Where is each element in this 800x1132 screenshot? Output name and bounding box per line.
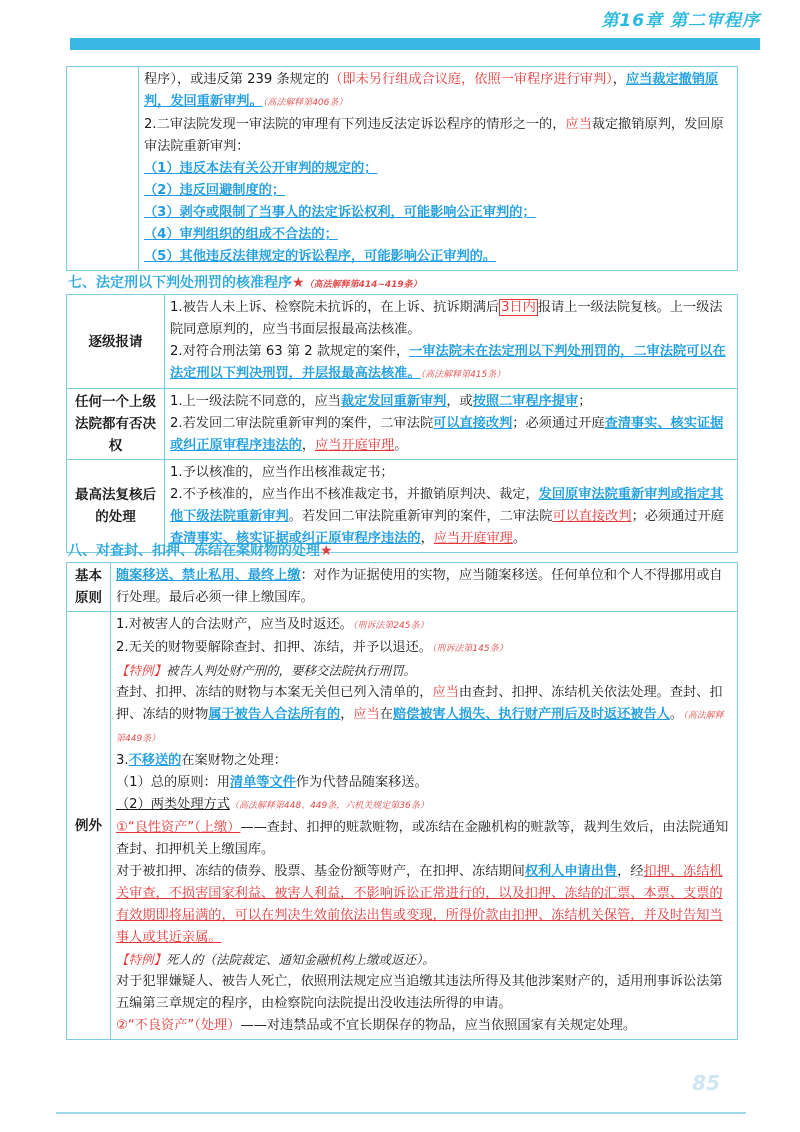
continuation-content <box>139 67 738 271</box>
row-label-principle: 基本原则 <box>67 563 111 612</box>
para-violation-intro: 2.二审法院发现一审法院的审理有下列违反法定诉讼程序的情形之一的，应当裁定撤销原判，发回原审法院重新审判： <box>144 117 724 154</box>
violation-item: （3）剥夺或限制了当事人的法定诉讼权利，可能影响公正审判的； <box>144 205 536 220</box>
violation-item: （5）其他违反法律规定的诉讼程序，可能影响公正审判的。 <box>144 249 497 264</box>
continuation-table <box>66 66 738 271</box>
row-label-veto: 任何一个上级法院都有否决权 <box>67 389 165 460</box>
footer-rule <box>56 1112 746 1114</box>
section-8-heading: 八、对查封、扣押、冻结在案财物的处理★ <box>68 543 333 559</box>
row-label-spc-review: 最高法复核后的处理 <box>67 460 165 553</box>
section-7-heading: 七、法定刑以下判处刑罚的核准程序★（高法解释第414~419条） <box>68 275 422 291</box>
section-8-table <box>66 562 738 1040</box>
header-rule <box>70 38 760 50</box>
page-number: 85 <box>692 1071 720 1095</box>
chapter-title: 第16章 第二审程序 <box>601 11 760 31</box>
violation-item: （1）违反本法有关公开审判的规定的； <box>144 161 378 176</box>
para-239: 程序），或违反第 239 条规定的（即未另行组成合议庭，依照一审程序进行审判），应当裁定撤销原判，发回重新审判。（高法解释第406条） <box>144 72 719 109</box>
row-content-spc-review: 1.予以核准的，应当作出核准裁定书； 2.不予核准的，应当作出不核准裁定书，并撤销原判决、裁定，发回原审法院重新审判或指定其他下级法院重新审判。若发回二审法院重新审判的案件，二审法院可以直接改判；必须通过开庭查清事实、核实证据或纠正原审程序违法的，应当开庭审理。 <box>165 460 738 553</box>
row-content-principle: 随案移送、禁止私用、最终上缴：对作为证据使用的实物，应当随案移送。任何单位和个人不得挪用或自行处理。最后必须一律上缴国库。 <box>111 563 738 612</box>
row-content-veto: 1.上一级法院不同意的，应当裁定发回重新审判，或按照二审程序提审； 2.若发回二审法院重新审判的案件，二审法院可以直接改判；必须通过开庭查清事实、核实证据或纠正原审程序违法的，应当开庭审理。 <box>165 389 738 460</box>
row-content-exceptions: 1.对被害人的合法财产，应当及时返还。（刑诉法第245条） 2.无关的财物要解除查封、扣押、冻结，并予以退还。（刑诉法第145条） 【特例】被告人判处财产刑的，要移交法院执行刑罚。 查封、扣押、冻结的财物与本案无关但已列入清单的，应当由查封、扣押、冻结机关依法处理。查封、扣押、冻结的财物属于被告人合法所有的，应当在赔偿被害人损失、执行财产刑后及时返还被告人。（高法解释第449条） 3.不移送的在案财物之处理： （1）总的原则：用清单等文件作为代替品随案移送。 （2）两类处理方式（高法解释第448、449条，六机关规定第36条） ①“良性资产”（上缴）——查封、扣押的赃款赃物，或冻结在金融机构的赃款等，裁判生效后，由法院通知查封、扣押机关上缴国库。 对于被扣押、冻结的债券、股票、基金份额等财产，在扣押、冻结期间权利人申请出售，经扣押、冻结机关审查，不损害国家利益、被害人利益，不影响诉讼正常进行的，以及扣押、冻结的汇票、本票、支票的有效期即将届满的，可以在判决生效前依法出售或变现，所得价款由扣押、冻结机关保管，并及时告知当事人或其近亲属。 【特例】死人的（法院裁定、通知金融机构上缴或返还）。 对于犯罪嫌疑人、被告人死亡，依照刑法规定应当追缴其违法所得及其他涉案财产的，适用刑事诉讼法第五编第三章规定的程序，由检察院向法院提出没收违法所得的申请。 ②“不良资产”（处理）——对违禁品或不宜长期保存的物品，应当依照国家有关规定处理。 <box>111 612 738 1040</box>
section-7-table <box>66 294 738 553</box>
row-label-exceptions: 例外 <box>67 612 111 1040</box>
violation-item: （2）违反回避制度的； <box>144 183 286 198</box>
row-label-escalation: 逐级报请 <box>67 295 165 389</box>
continuation-label-cell <box>67 67 139 271</box>
violation-item: （4）审判组织的组成不合法的； <box>144 227 338 242</box>
row-content-escalation: 1.被告人未上诉、检察院未抗诉的，在上诉、抗诉期满后 3日内 报请上一级法院复核。上一级法院同意原判的，应当书面层报最高法核准。 2.对符合刑法第 63 第 2 款规定的案件，一审法院未在法定刑以下判处刑罚的，二审法院可以在法定刑以下判决刑罚，并层报最高法核准。（高法解释第415条） <box>165 295 738 389</box>
